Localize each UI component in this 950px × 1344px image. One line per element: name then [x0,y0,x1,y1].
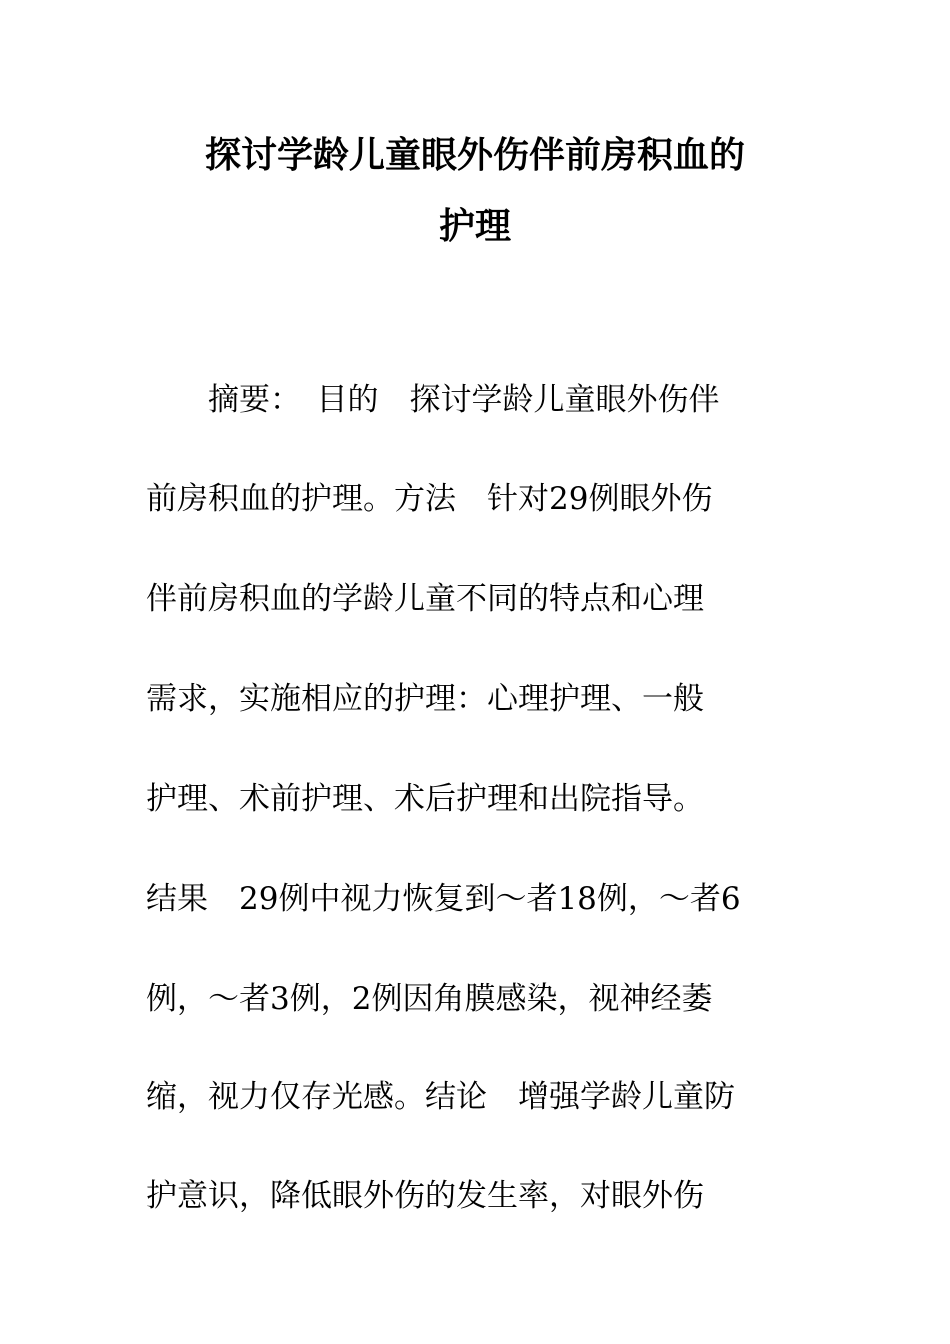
abstract-line-8: 缩，视力仅存光感。结论 增强学龄儿童防 [146,1079,735,1115]
document-title-line-1: 探讨学龄儿童眼外伤伴前房积血的 [204,134,745,176]
abstract-line-1: 摘要： 目的 探讨学龄儿童眼外伤伴 [146,382,720,418]
abstract-line-6: 结果 29例中视力恢复到～者18例，～者6 [146,881,741,917]
abstract-line-2: 前房积血的护理。方法 针对29例眼外伤 [146,481,713,517]
abstract-line-9: 护意识，降低眼外伤的发生率，对眼外伤 [146,1178,704,1214]
abstract-line-5: 护理、术前护理、术后护理和出院指导。 [146,781,704,817]
document-title-line-2: 护理 [438,205,511,247]
abstract-line-4: 需求，实施相应的护理：心理护理、一般 [146,681,704,717]
abstract-line-3: 伴前房积血的学龄儿童不同的特点和心理 [146,581,704,617]
abstract-line-7: 例，～者3例，2例因角膜感染，视神经萎 [146,981,713,1017]
